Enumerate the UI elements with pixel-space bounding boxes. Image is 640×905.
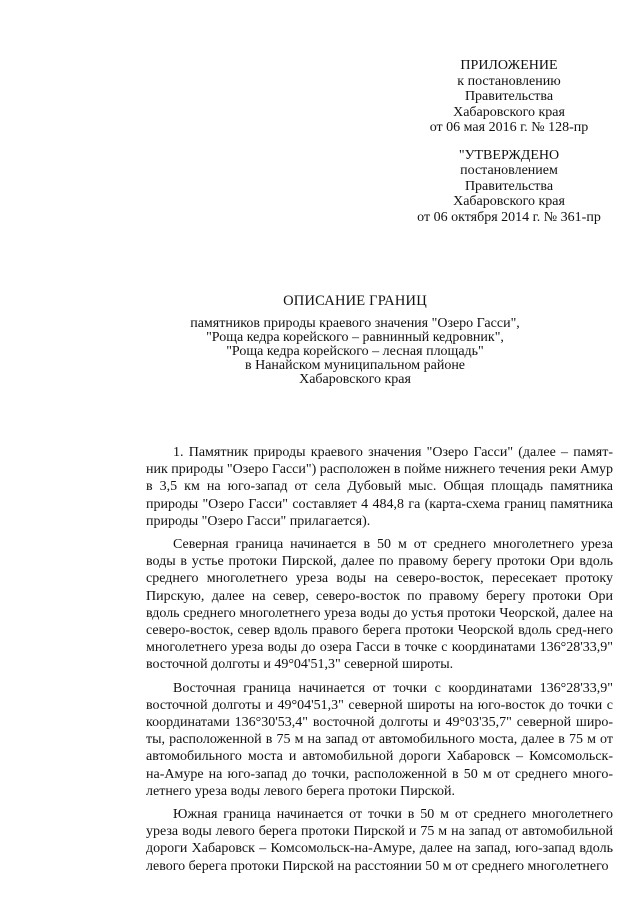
appendix-line: Правительства: [464, 89, 554, 104]
subtitle-line: "Роща кедра корейского – лесная площадь": [226, 344, 484, 359]
document-heading: [80, 294, 630, 387]
appendix-date: от 06 мая 2016 г. № 128-пр: [429, 120, 589, 135]
approved-line: постановлением: [460, 163, 558, 178]
subtitle-line: памятников природы краевого значения "Озеро Гасси",: [190, 316, 520, 331]
paragraph: Восточная граница начинается от точки с координатами 136°28'33,9" восточной долготы и 49°04'51,3" северной широты на юго-восток до точки с координатами 136°30'53,4" восточной долготы и 49°03'35,7" северной широ-ты, расположенной в 75 м на запад от автомобильного моста, далее в 75 м от автомобильного моста и автомобильной дороги Хабаровск – Комсомольск-на-Амуре на юго-запад до точки, расположенной в 50 м от среднего много-летнего уреза воды левого берега протоки Пирской.: [146, 680, 613, 799]
document-title: ОПИСАНИЕ ГРАНИЦ: [283, 293, 427, 309]
appendix-stamp: [394, 58, 624, 225]
appendix-line: Хабаровского края: [453, 104, 565, 120]
appendix-title: ПРИЛОЖЕНИЕ: [460, 58, 558, 73]
document-body: [146, 444, 613, 881]
subtitle-line: "Роща кедра корейского – равнинный кедровник",: [206, 330, 504, 345]
subtitle-line: Хабаровского края: [299, 372, 411, 387]
paragraph: 1. Памятник природы краевого значения "Озеро Гасси" (далее – памят-ник природы "Озеро Гасси") расположен в пойме нижнего течения реки Амур в 3,5 км на юго-запад от села Дубовый мыс. Общая площадь памятника природы "Озеро Гасси" составляет 4 484,8 га (карта-схема границ памятника природы "Озеро Гасси" прилагается).: [146, 445, 613, 529]
paragraph: Южная граница начинается от точки в 50 м от среднего многолетнего уреза воды левого берега протоки Пирской и 75 м на запад от автомобильной дороги Хабаровск – Комсомольск-на-Амуре, далее на запад, юго-запад вдоль левого берега протоки Пирской на расстоянии 50 м от среднего многолетнего: [146, 807, 613, 874]
approved-date: от 06 октября 2014 г. № 361-пр: [417, 209, 601, 225]
subtitle-line: в Нанайском муниципальном районе: [244, 358, 466, 373]
approved-line: Правительства: [464, 178, 554, 194]
approved-line: Хабаровского края: [453, 194, 565, 209]
appendix-line: к постановлению: [457, 73, 561, 89]
approved-title: "УТВЕРЖДЕНО: [458, 147, 560, 163]
paragraph: Северная граница начинается в 50 м от среднего многолетнего уреза воды в устье протоки Пирской, далее по правому берегу протоки Ори вдоль среднего многолетнего уреза воды на северо-восток, пересекает протоку Пирскую, далее на север, северо-восток по правому берегу протоки Ори вдоль среднего многолетнего уреза воды до устья протоки Чеорской, далее на северо-восток, север вдоль правого берега протоки Чеорской вдоль сред-него многолетнего уреза воды до озера Гасси в точке с координатами 136°28'33,9" восточной долготы и 49°04'51,3" северной широты.: [146, 537, 613, 673]
